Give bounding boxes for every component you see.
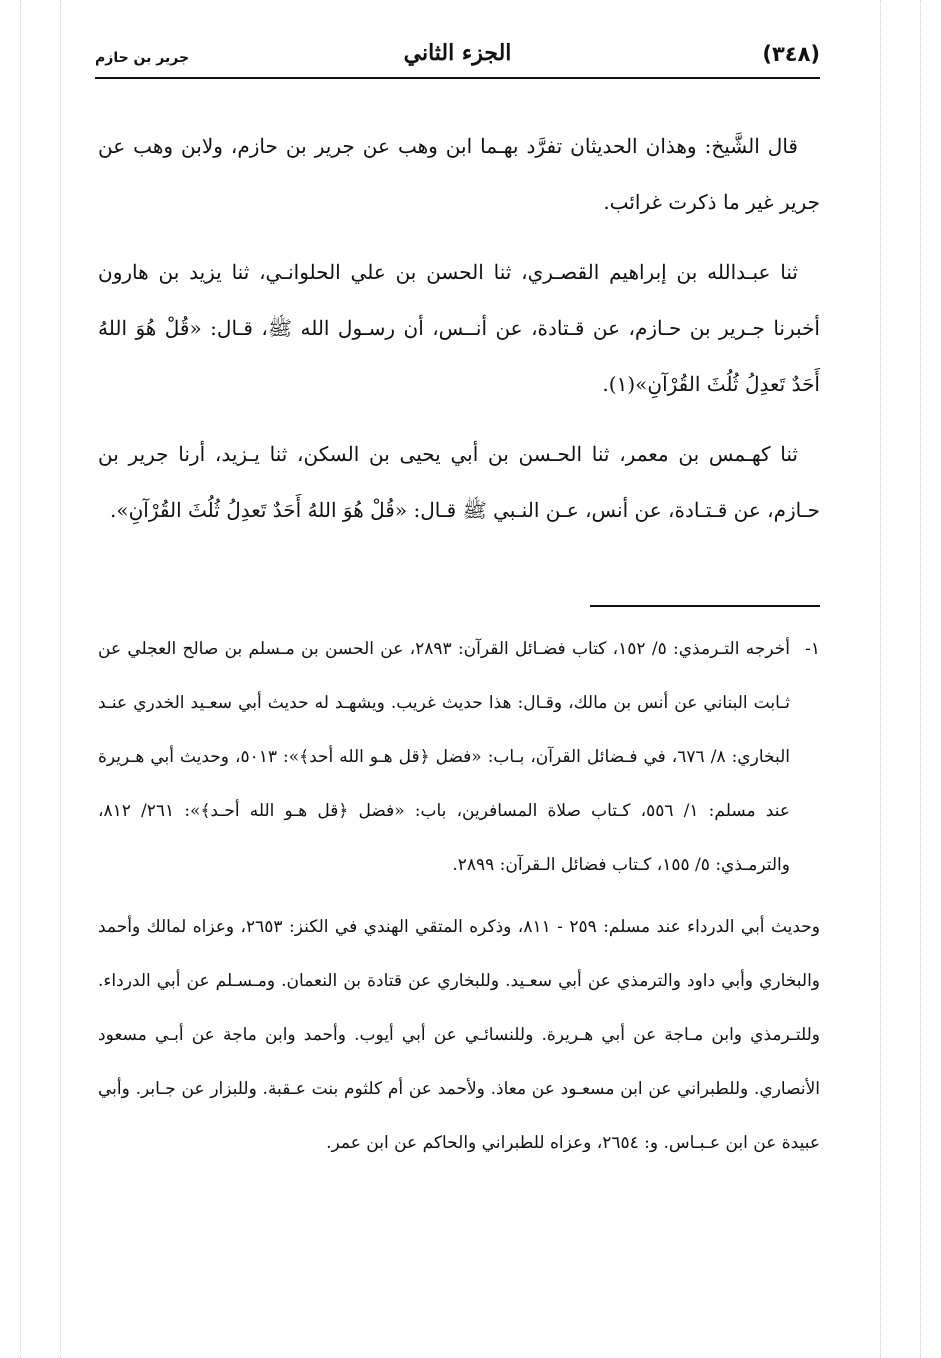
footnote-item [98,622,820,900]
paragraph: ثنا عبـدالله بن إبراهيم القصـري، ثنا الحسن بن علي الحلوانـي، ثنا يزيد بن هارون أخبرنا جـرير بن حـازم، عن قـتادة، عن أنــس، أن رسـول الله ﷺ، قـال: «قُلْ هُوَ اللهُ أَحَدٌ تَعدِلُ ثُلُثَ القُرْآنِ»(١). [98,260,820,396]
page-number: (٣٤٨) [762,42,820,66]
scan-guide-line [20,0,21,1358]
footnote-rule [590,605,820,607]
scan-guide-line [60,0,61,1358]
part-title: الجزء الثاني [403,40,512,66]
section-name: جرير بن حازم [95,50,190,66]
header-rule [95,77,820,79]
scan-guide-line [920,0,921,1358]
footnotes [98,622,820,1178]
main-text [98,118,820,552]
scan-guide-line [880,0,881,1358]
paragraph: قال الشَّيخ: وهذان الحديثان تفرَّد بهـما ابن وهب عن جرير بن حازم، ولابن وهب عن جرير غير ما ذكرت غرائب. [98,134,820,214]
footnote-marker: ١- [805,639,820,659]
footnote-text: أخرجه التـرمذي: ٥/ ١٥٢، كتاب فضـائل القرآن: ٢٨٩٣، عن الحسن بن مـسلم بن صالح العجلي عن ثـابت البناني عن أنس بن مالك، وقـال: هذا حديث غريب. ويشهـد له حديث أبي سعـيد الخدري عنـد البخاري: ٨/ ٦٧٦، في فـضائل القرآن، بـاب: «فضل ﴿قل هـو الله أحد﴾»: ٥٠١٣، وحديث أبي هـريرة عند مسلم: ١/ ٥٥٦، كـتاب صلاة المسافرين، باب: «فضل ﴿قل هـو الله أحـد﴾»: ٢٦١/ ٨١٢، والترمـذي: ٥/ ١٥٥، كـتاب فضائل الـقرآن: ٢٨٩٩. [98,639,790,875]
page-header [95,40,820,76]
paragraph: ثنا كهـمس بن معمر، ثنا الحـسن بن أبي يحيى بن السكن، ثنا يـزيد، أرنا جرير بن حـازم، عن قـتـادة، عن أنس، عـن النـبي ﷺ قـال: «قُلْ هُوَ اللهُ أَحَدٌ تَعدِلُ ثُلُثَ القُرْآنِ». [98,442,820,522]
footnote-text: وحديث أبي الدرداء عند مسلم: ٢٥٩ - ٨١١، وذكره المتقي الهندي في الكنز: ٢٦٥٣، وعزاه لمالك وأحمد والبخاري وأبي داود والترمذي عن أبي سعـيد. وللبخاري عن قتادة بن النعمان. ومـسـلم عن أبي الدرداء. وللتـرمذي وابن مـاجة عن أبي هـريرة. وللنسائـي عن أبي أيوب. وأحمد وابن ماجة عن أبـي مسعود الأنصاري. وللطبراني عن ابن مسعـود عن معاذ. ولأحمد عن أم كلثوم بنت عـقبة. وللبزار عن جـابر. وأبي عبيدة عن ابن عـبـاس. و: ٢٦٥٤، وعزاه للطبراني والحاكم عن ابن عمر. [98,917,821,1153]
